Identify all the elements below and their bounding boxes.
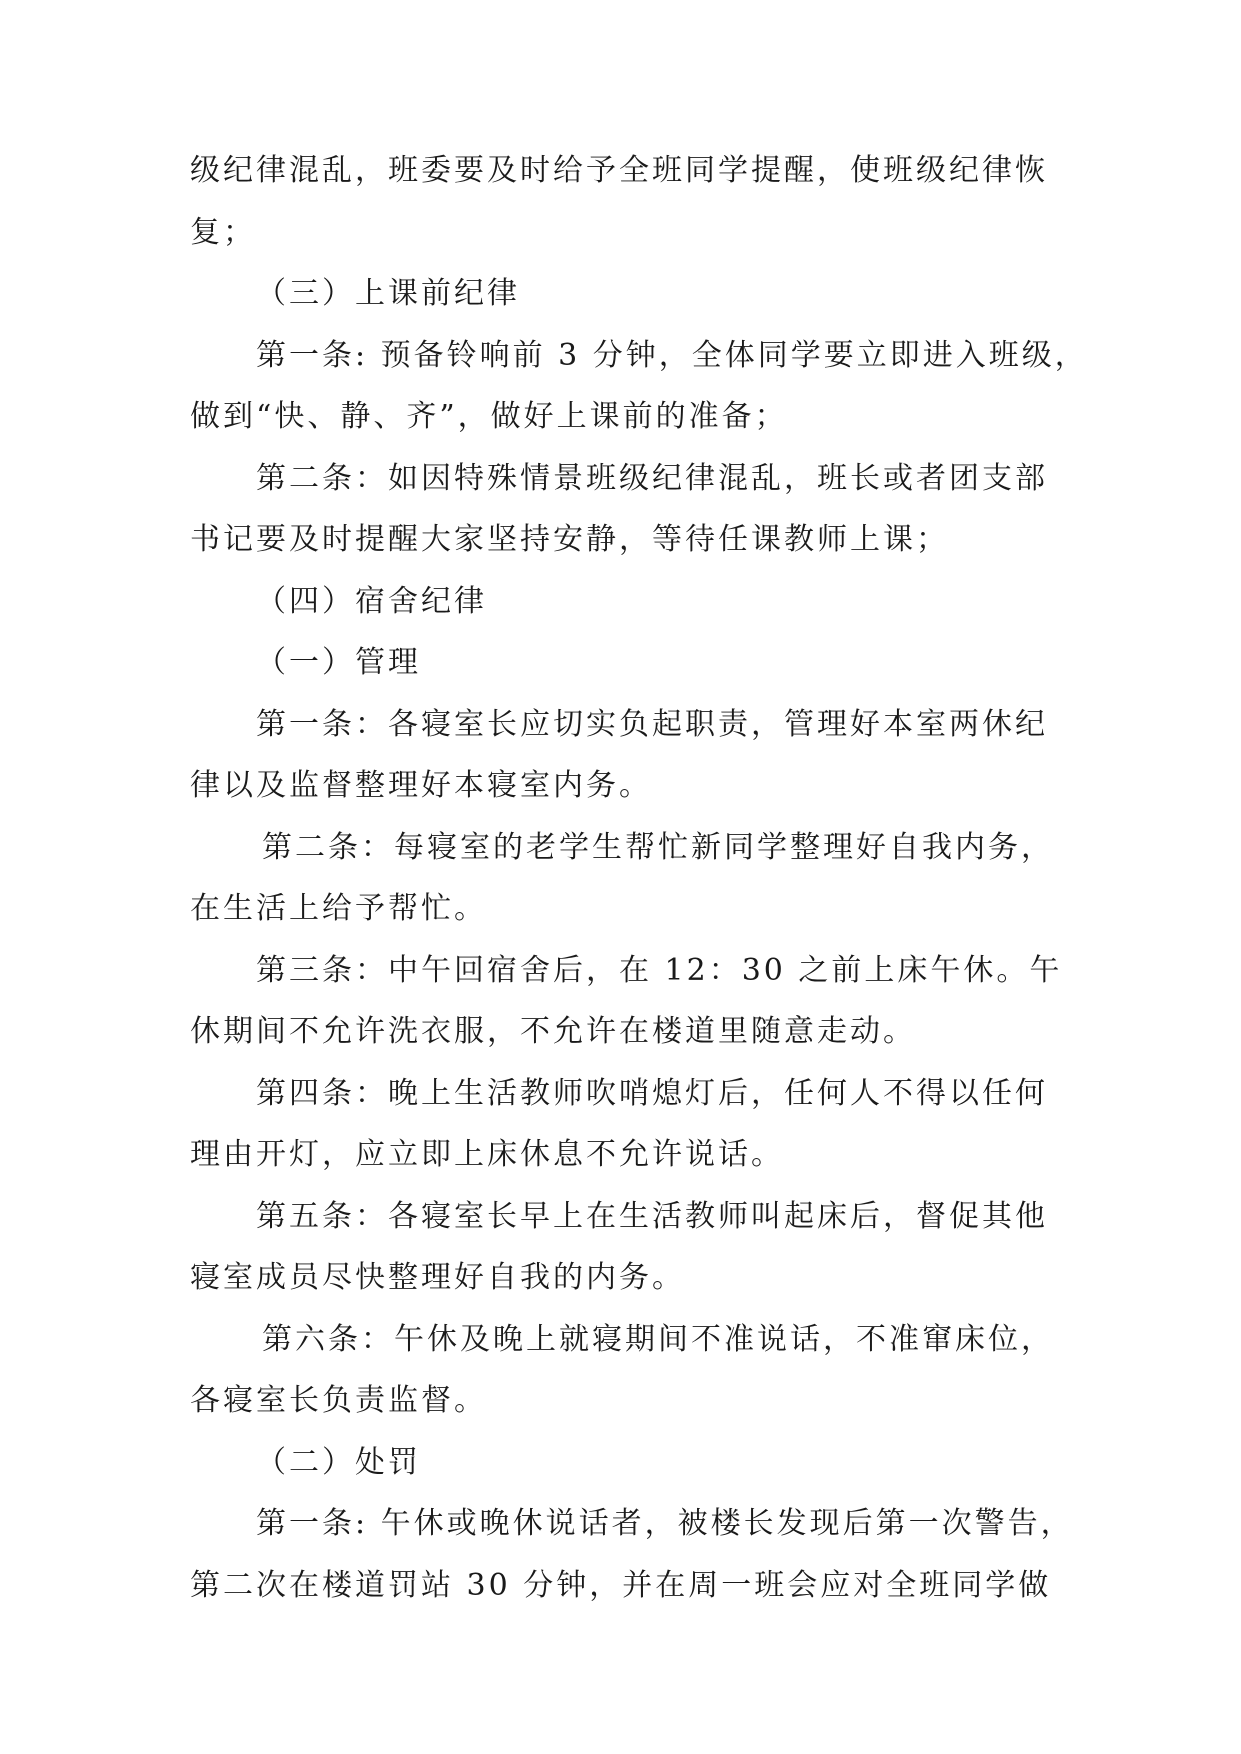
text-line-11: 律以及监督整理好本寝室内务。 xyxy=(190,768,652,803)
text-line-4: 第一条: 预备铃响前 3 分钟，全体同学要立即进入班级， xyxy=(256,337,1088,373)
document-page xyxy=(190,140,1088,1616)
text-line-5: 做到“快、静、齐”，做好上课前的准备； xyxy=(190,399,788,434)
text-line-14: 第三条：中午回宿舍后，在 12：30 之前上床午休。午 xyxy=(256,952,1063,988)
text-line-18: 第五条：各寝室长早上在生活教师叫起床后，督促其他 xyxy=(256,1198,1048,1234)
section-heading-4: （四）宿舍纪律 xyxy=(256,583,487,619)
text-line-16: 第四条：晚上生活教师吹哨熄灯后，任何人不得以任何 xyxy=(256,1075,1048,1111)
text-line-15: 休期间不允许洗衣服，不允许在楼道里随意走动。 xyxy=(190,1014,916,1049)
text-line-20: 第六条：午休及晚上就寝期间不准说话，不准窜床位， xyxy=(262,1321,1054,1357)
text-line-21: 各寝室长负责监督。 xyxy=(190,1383,487,1418)
text-line-13: 在生活上给予帮忙。 xyxy=(190,891,487,926)
text-line-7: 书记要及时提醒大家坚持安静，等待任课教师上课； xyxy=(190,522,949,557)
section-heading-3: （三）上课前纪律 xyxy=(256,276,520,311)
text-line-19: 寝室成员尽快整理好自我的内务。 xyxy=(190,1260,685,1295)
text-line-17: 理由开灯，应立即上床休息不允许说话。 xyxy=(190,1137,784,1172)
text-line-1: 级纪律混乱，班委要及时给予全班同学提醒，使班级纪律恢 xyxy=(190,153,1048,188)
text-line-24: 第二次在楼道罚站 30 分钟，并在周一班会应对全班同学做 xyxy=(190,1567,1052,1603)
text-line-6: 第二条：如因特殊情景班级纪律混乱，班长或者团支部 xyxy=(256,460,1048,496)
text-line-10: 第一条：各寝室长应切实负起职责，管理好本室两休纪 xyxy=(256,706,1048,742)
text-line-23: 第一条: 午休或晚休说话者，被楼长发现后第一次警告， xyxy=(256,1506,1074,1541)
subsection-heading-punishment: （二）处罚 xyxy=(256,1444,421,1480)
text-line-12: 第二条：每寝室的老学生帮忙新同学整理好自我内务， xyxy=(262,829,1054,865)
text-line-2: 复； xyxy=(190,214,256,250)
subsection-heading-management: （一）管理 xyxy=(256,645,421,680)
